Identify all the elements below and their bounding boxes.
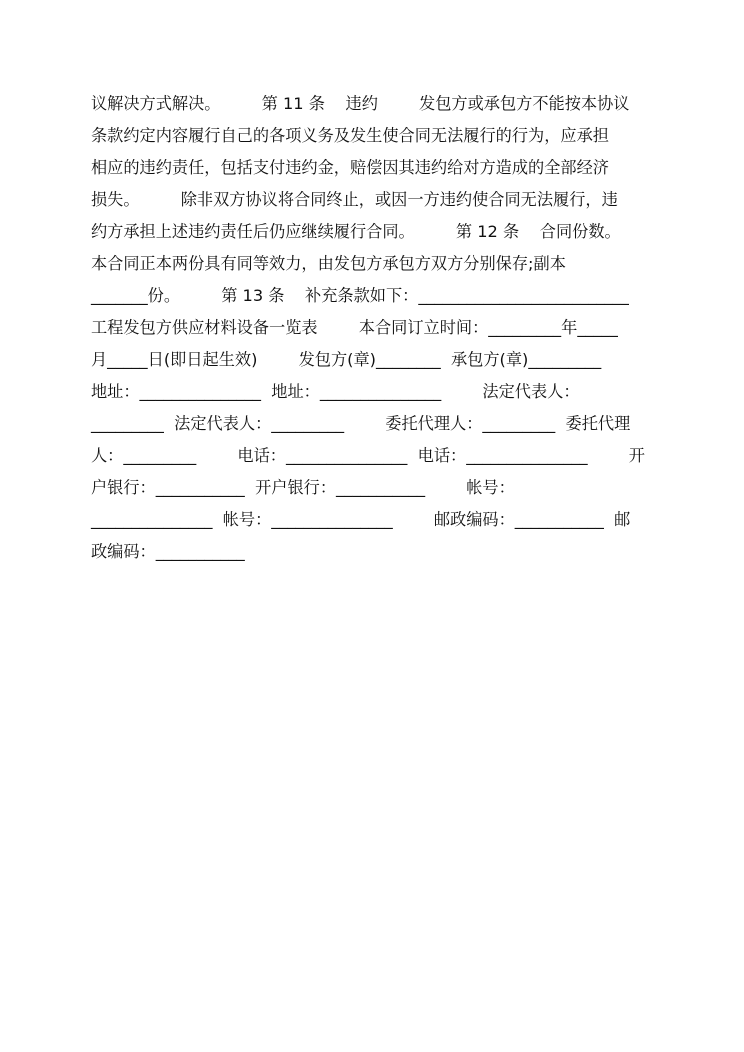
text-line-8: 工程发包方供应材料设备一览表 本合同订立时间：_________年_____ [91,318,618,337]
text-line-14: _______________ 帐号：_______________ 邮政编码：___________ 邮 [91,510,631,529]
text-line-11: _________ 法定代表人：_________ 委托代理人：_________ 委托代理 [91,414,631,433]
text-line-3: 相应的违约责任，包括支付违约金，赔偿因其违约给对方造成的全部经济 [91,158,609,177]
text-line-10: 地址：_______________ 地址：_______________ 法定代表人： [91,382,580,401]
text-line-7: _______份。 第 13 条 补充条款如下：__________________________ [91,286,629,305]
text-line-15: 政编码：___________ [91,542,245,561]
text-line-12: 人：_________ 电话：_______________ 电话：_______________ 开 [91,446,645,465]
text-line-9: 月_____日(即日起生效) 发包方(章)________ 承包方(章)_________ [91,350,602,369]
text-line-2: 条款约定内容履行自己的各项义务及发生使合同无法履行的行为，应承担 [91,126,609,145]
text-line-6: 本合同正本两份具有同等效力，由发包方承包方双方分别保存;副本 [91,254,566,273]
text-line-1: 议解决方式解决。 第 11 条 违约 发包方或承包方不能按本协议 [91,94,630,113]
text-line-4: 损失。 除非双方协议将合同终止，或因一方违约使合同无法履行，违 [91,190,618,209]
text-line-5: 约方承担上述违约责任后仍应继续履行合同。 第 12 条 合同份数。 [91,222,621,241]
text-line-13: 户银行：___________ 开户银行：___________ 帐号： [91,478,515,497]
